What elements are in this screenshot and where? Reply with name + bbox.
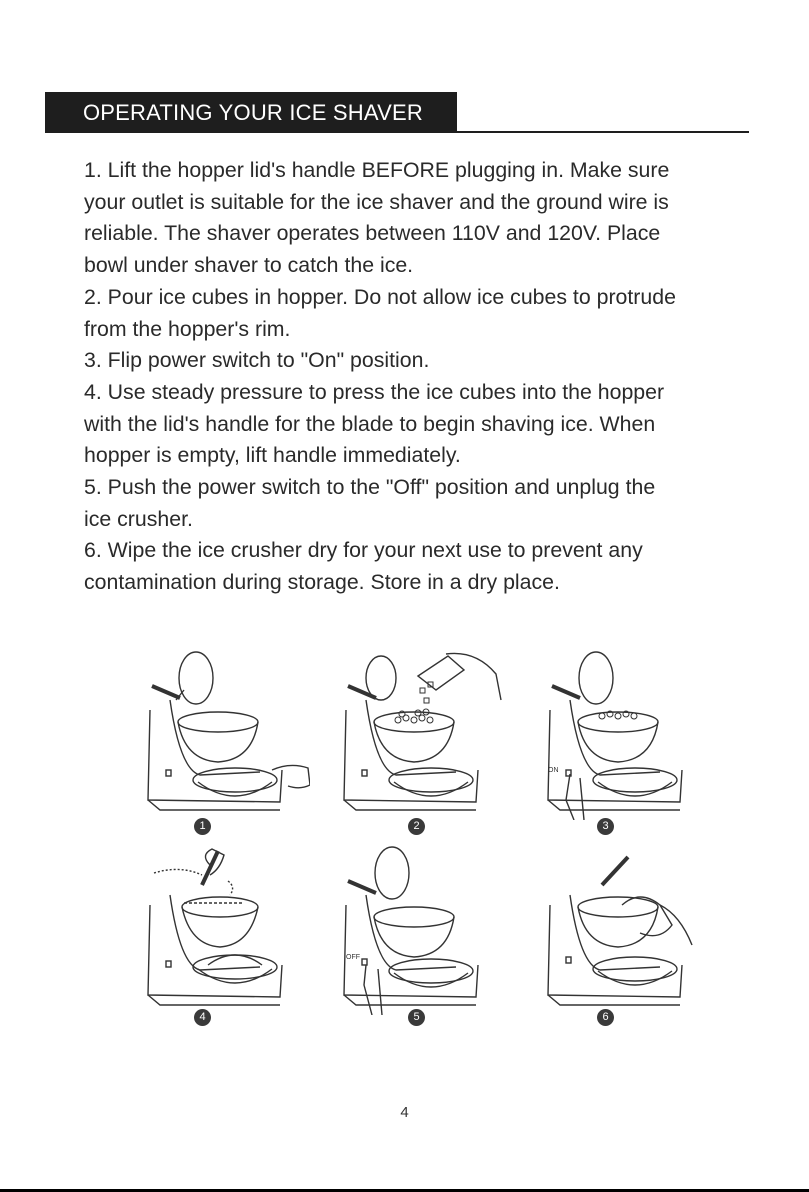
section-title: OPERATING YOUR ICE SHAVER [83, 100, 423, 125]
step-6-illustration [540, 845, 710, 1015]
instruction-line: reliable. The shaver operates between 110V and 120V. Place [84, 221, 661, 246]
instruction-line: from the hopper's rim. [84, 316, 291, 341]
instruction-line: 1. Lift the hopper lid's handle BEFORE plugging in. Make sure [84, 158, 670, 182]
instruction-line: hopper is empty, lift handle immediately. [84, 443, 461, 468]
step-2-illustration [336, 650, 506, 820]
step-4-illustration [140, 845, 310, 1015]
instruction-line: contamination during storage. Store in a dry place. [84, 570, 560, 595]
instruction-line: 4. Use steady pressure to press the ice cubes into the hopper [84, 379, 665, 404]
instruction-line: bowl under shaver to catch the ice. [84, 253, 414, 278]
step-badge: 3 [597, 818, 614, 835]
step-badge: 1 [194, 818, 211, 835]
instruction-line: 2. Pour ice cubes in hopper. Do not allow ice cubes to protrude [84, 284, 676, 309]
step-badge: 4 [194, 1009, 211, 1026]
section-header-bar [45, 92, 457, 133]
step-badge: 2 [408, 818, 425, 835]
instruction-line: 5. Push the power switch to the "Off" position and unplug the [84, 475, 656, 500]
step-5-illustration [336, 845, 506, 1015]
step-3-illustration [540, 650, 710, 820]
instruction-line: 6. Wipe the ice crusher dry for your next use to prevent any [84, 538, 643, 563]
step-badge: 5 [408, 1009, 425, 1026]
step-1-illustration [140, 650, 310, 820]
page-number: 4 [400, 1104, 409, 1121]
switch-label: ON [548, 767, 559, 774]
instruction-line: ice crusher. [84, 506, 193, 531]
instruction-line: with the lid's handle for the blade to begin shaving ice. When [84, 411, 656, 436]
instruction-line: 3. Flip power switch to "On" position. [84, 348, 430, 373]
step-badge: 6 [597, 1009, 614, 1026]
instruction-line: your outlet is suitable for the ice shaver and the ground wire is [84, 189, 669, 214]
instruction-list [84, 155, 774, 599]
switch-label: OFF [346, 954, 360, 961]
header-divider [457, 131, 749, 133]
